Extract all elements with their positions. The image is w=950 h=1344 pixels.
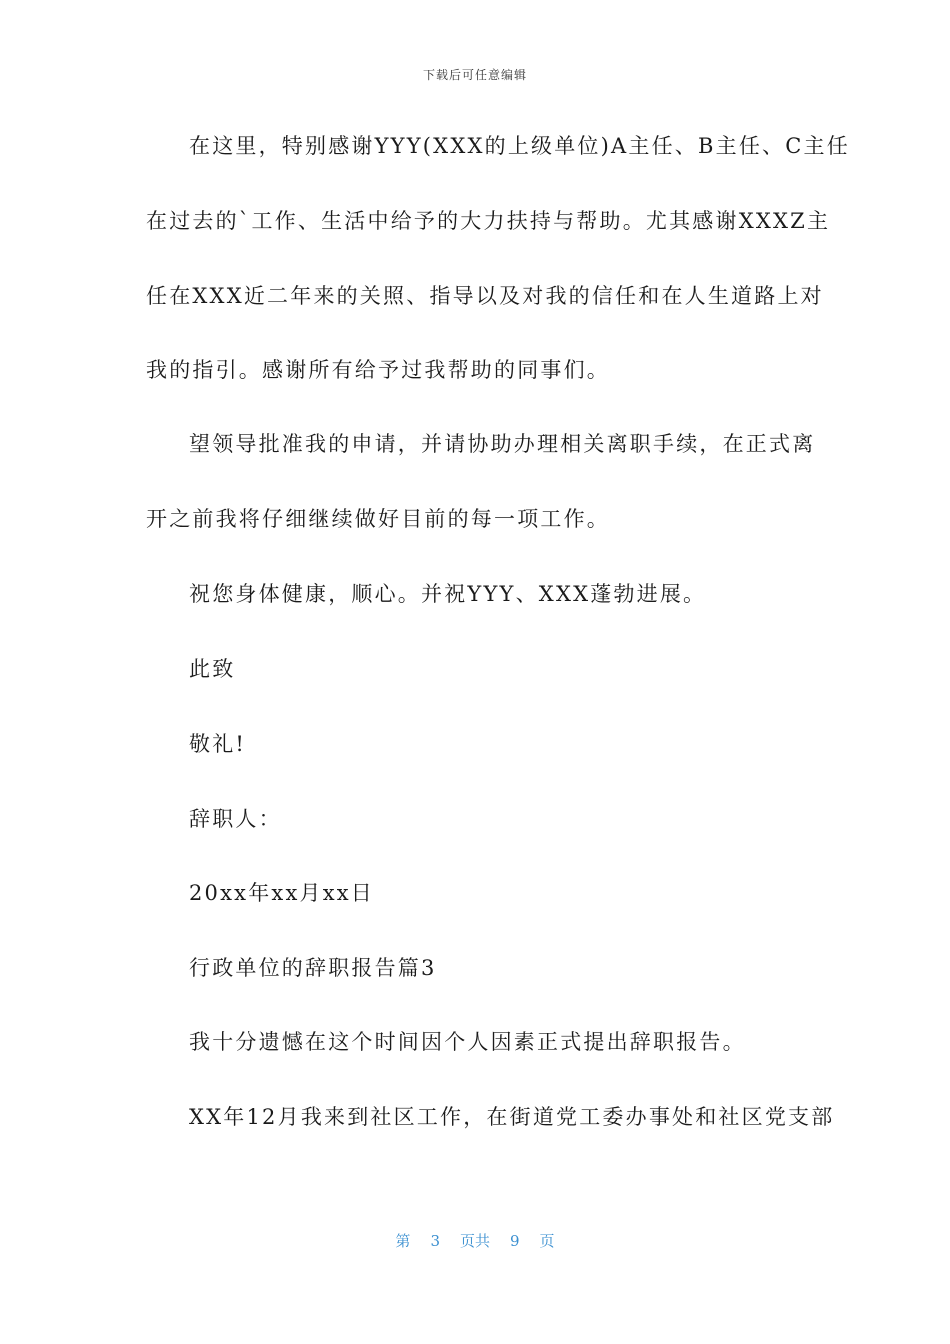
text-line: 在这里，特别感谢YYY(XXX的上级单位)A主任、B主任、C主任 bbox=[189, 134, 850, 158]
page-header-note: 下载后可任意编辑 bbox=[422, 68, 527, 82]
footer-ye: 页 bbox=[539, 1232, 555, 1250]
text-line: XX年12月我来到社区工作，在街道党工委办事处和社区党支部 bbox=[189, 1105, 835, 1129]
text-line: 辞职人： bbox=[189, 807, 282, 831]
text-line: 望领导批准我的申请，并请协助办理相关离职手续，在正式离 bbox=[189, 432, 816, 456]
text-line: 我的指引。感谢所有给予过我帮助的同事们。 bbox=[146, 358, 610, 382]
text-line: 敬礼! bbox=[189, 732, 247, 756]
footer-di: 第 bbox=[395, 1232, 411, 1250]
current-page-number: 3 bbox=[430, 1232, 440, 1250]
text-line: 任在XXX近二年来的关照、指导以及对我的信任和在人生道路上对 bbox=[146, 284, 824, 308]
total-page-number: 9 bbox=[510, 1232, 520, 1250]
text-line: 此致 bbox=[189, 657, 236, 681]
text-line: 在过去的`工作、生活中给予的大力扶持与帮助。尤其感谢XXXZ主 bbox=[146, 209, 831, 233]
page-footer bbox=[0, 1230, 950, 1251]
text-line: 开之前我将仔细继续做好目前的每一项工作。 bbox=[146, 507, 610, 531]
text-line: 我十分遗憾在这个时间因个人因素正式提出辞职报告。 bbox=[189, 1030, 746, 1054]
section-heading: 行政单位的辞职报告篇3 bbox=[189, 956, 437, 980]
footer-ye-gong: 页共 bbox=[459, 1232, 490, 1250]
text-line: 祝您身体健康，顺心。并祝YYY、XXX蓬勃进展。 bbox=[189, 582, 707, 606]
text-line: 20xx年xx月xx日 bbox=[189, 881, 374, 905]
